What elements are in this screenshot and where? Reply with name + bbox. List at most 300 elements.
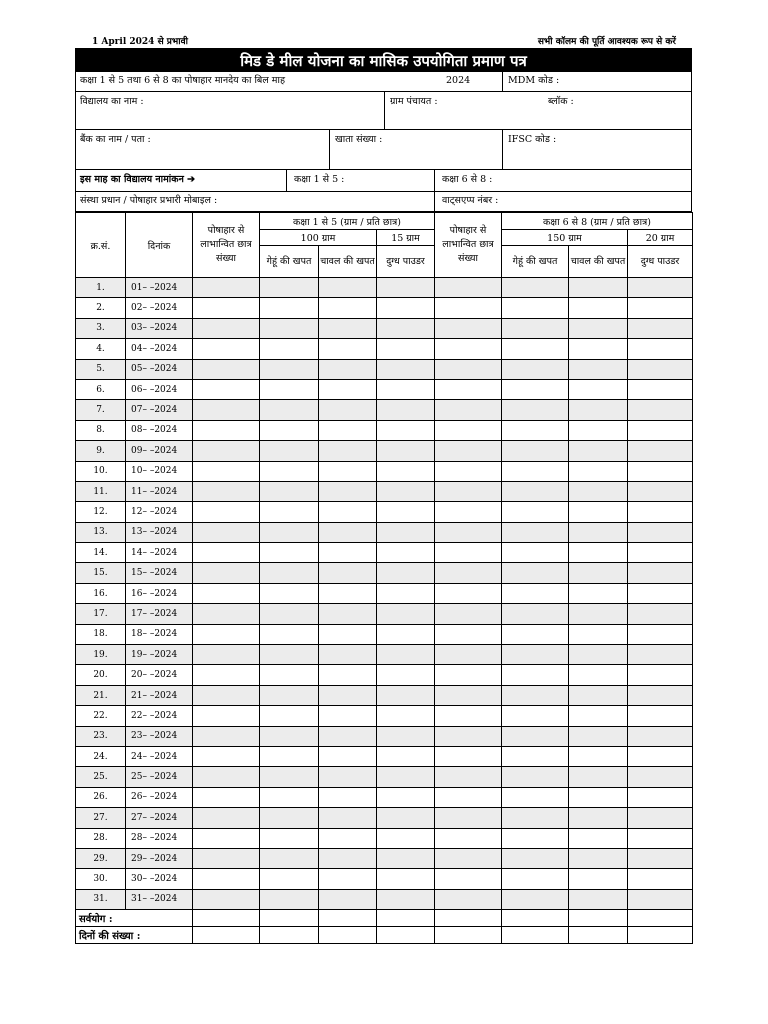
entry-cell[interactable]: [628, 278, 693, 298]
entry-cell[interactable]: [569, 481, 628, 501]
entry-cell[interactable]: [319, 461, 377, 481]
entry-cell[interactable]: [569, 787, 628, 807]
entry-cell[interactable]: [319, 828, 377, 848]
entry-cell[interactable]: [569, 889, 628, 909]
entry-cell[interactable]: [319, 441, 377, 461]
entry-cell[interactable]: [377, 543, 435, 563]
entry-cell[interactable]: [260, 522, 319, 542]
entry-cell[interactable]: [502, 746, 569, 766]
entry-cell[interactable]: [569, 420, 628, 440]
entry-cell[interactable]: [435, 848, 502, 868]
entry-cell[interactable]: [193, 889, 260, 909]
entry-cell[interactable]: [377, 604, 435, 624]
entry-cell[interactable]: [319, 400, 377, 420]
entry-cell[interactable]: [319, 645, 377, 665]
entry-cell[interactable]: [435, 889, 502, 909]
entry-cell[interactable]: [193, 787, 260, 807]
block-field[interactable]: ब्लॉक :: [548, 96, 574, 107]
entry-cell[interactable]: [569, 563, 628, 583]
entry-cell[interactable]: [193, 298, 260, 318]
entry-cell[interactable]: [260, 828, 319, 848]
entry-cell[interactable]: [569, 441, 628, 461]
entry-cell[interactable]: [435, 461, 502, 481]
entry-cell[interactable]: [569, 726, 628, 746]
entry-cell[interactable]: [435, 583, 502, 603]
entry-cell[interactable]: [319, 767, 377, 787]
entry-cell[interactable]: [319, 848, 377, 868]
entry-cell[interactable]: [569, 848, 628, 868]
entry-cell[interactable]: [628, 767, 693, 787]
entry-cell[interactable]: [502, 502, 569, 522]
day-rows: [76, 278, 693, 910]
entry-cell[interactable]: [260, 359, 319, 379]
entry-cell[interactable]: [260, 665, 319, 685]
entry-cell[interactable]: [319, 808, 377, 828]
days-cell[interactable]: [377, 927, 435, 944]
entry-cell[interactable]: [628, 645, 693, 665]
entry-cell[interactable]: [435, 400, 502, 420]
entry-cell[interactable]: [435, 339, 502, 359]
total-cell[interactable]: [502, 910, 569, 927]
entry-cell[interactable]: [319, 685, 377, 705]
entry-cell[interactable]: [435, 278, 502, 298]
entry-cell[interactable]: [377, 583, 435, 603]
table-row: [76, 379, 693, 399]
entry-cell[interactable]: [260, 278, 319, 298]
entry-cell[interactable]: [377, 461, 435, 481]
entry-cell[interactable]: [260, 624, 319, 644]
entry-cell[interactable]: [628, 787, 693, 807]
entry-cell[interactable]: [569, 706, 628, 726]
bank-field[interactable]: बैंक का नाम / पता :: [80, 134, 151, 145]
entry-cell[interactable]: [260, 379, 319, 399]
table-row: [76, 461, 693, 481]
entry-cell[interactable]: [377, 645, 435, 665]
entry-cell[interactable]: [260, 746, 319, 766]
entry-cell[interactable]: [569, 808, 628, 828]
entry-cell[interactable]: [319, 481, 377, 501]
days-cell[interactable]: [435, 927, 502, 944]
row-date: 20– –2024: [126, 665, 193, 685]
entry-cell[interactable]: [435, 665, 502, 685]
account-number-field[interactable]: खाता संख्या :: [335, 134, 383, 145]
entry-cell[interactable]: [435, 318, 502, 338]
entry-cell[interactable]: [193, 441, 260, 461]
entry-cell[interactable]: [435, 787, 502, 807]
entry-cell[interactable]: [628, 808, 693, 828]
row-date: 12– –2024: [126, 502, 193, 522]
entry-cell[interactable]: [193, 502, 260, 522]
entry-cell[interactable]: [569, 543, 628, 563]
entry-cell[interactable]: [628, 726, 693, 746]
entry-cell[interactable]: [260, 726, 319, 746]
entry-cell[interactable]: [435, 808, 502, 828]
entry-cell[interactable]: [628, 624, 693, 644]
entry-cell[interactable]: [377, 624, 435, 644]
entry-cell[interactable]: [260, 848, 319, 868]
class-1-5-enrollment-field[interactable]: कक्षा 1 से 5 :: [294, 174, 345, 185]
school-name-field[interactable]: विद्यालय का नाम :: [80, 96, 144, 107]
entry-cell[interactable]: [569, 604, 628, 624]
entry-cell[interactable]: [502, 318, 569, 338]
entry-cell[interactable]: [260, 298, 319, 318]
entry-cell[interactable]: [377, 726, 435, 746]
entry-cell[interactable]: [260, 563, 319, 583]
entry-cell[interactable]: [377, 889, 435, 909]
entry-cell[interactable]: [319, 624, 377, 644]
entry-cell[interactable]: [435, 359, 502, 379]
days-cell[interactable]: [502, 927, 569, 944]
entry-cell[interactable]: [628, 828, 693, 848]
entry-cell[interactable]: [628, 522, 693, 542]
entry-cell[interactable]: [628, 848, 693, 868]
entry-cell[interactable]: [260, 481, 319, 501]
entry-cell[interactable]: [435, 379, 502, 399]
ifsc-field[interactable]: IFSC कोड :: [508, 134, 557, 145]
entry-cell[interactable]: [435, 441, 502, 461]
entry-cell[interactable]: [260, 441, 319, 461]
row-date: 01– –2024: [126, 278, 193, 298]
entry-cell[interactable]: [628, 298, 693, 318]
entry-cell[interactable]: [435, 543, 502, 563]
entry-cell[interactable]: [319, 298, 377, 318]
entry-cell[interactable]: [569, 685, 628, 705]
entry-cell[interactable]: [377, 502, 435, 522]
entry-cell[interactable]: [569, 583, 628, 603]
entry-cell[interactable]: [569, 298, 628, 318]
entry-cell[interactable]: [628, 869, 693, 889]
entry-cell[interactable]: [435, 685, 502, 705]
entry-cell[interactable]: [377, 869, 435, 889]
entry-cell[interactable]: [260, 583, 319, 603]
entry-cell[interactable]: [260, 706, 319, 726]
entry-cell[interactable]: [377, 787, 435, 807]
entry-cell[interactable]: [193, 726, 260, 746]
group-1-5-milk-norm: 15 ग्राम: [377, 230, 435, 246]
entry-cell[interactable]: [628, 481, 693, 501]
days-cell[interactable]: [319, 927, 377, 944]
entry-cell[interactable]: [260, 461, 319, 481]
entry-cell[interactable]: [377, 298, 435, 318]
entry-cell[interactable]: [260, 318, 319, 338]
days-cell[interactable]: [193, 927, 260, 944]
entry-cell[interactable]: [377, 808, 435, 828]
entry-cell[interactable]: [569, 869, 628, 889]
entry-cell[interactable]: [628, 604, 693, 624]
entry-cell[interactable]: [260, 420, 319, 440]
entry-cell[interactable]: [193, 543, 260, 563]
entry-cell[interactable]: [502, 298, 569, 318]
entry-cell[interactable]: [435, 726, 502, 746]
entry-cell[interactable]: [502, 583, 569, 603]
entry-cell[interactable]: [435, 746, 502, 766]
entry-cell[interactable]: [502, 624, 569, 644]
entry-cell[interactable]: [260, 767, 319, 787]
entry-cell[interactable]: [569, 359, 628, 379]
entry-cell[interactable]: [260, 889, 319, 909]
entry-cell[interactable]: [377, 685, 435, 705]
entry-cell[interactable]: [377, 441, 435, 461]
entry-cell[interactable]: [377, 563, 435, 583]
row-serial: 9.: [76, 441, 126, 461]
entry-cell[interactable]: [319, 787, 377, 807]
entry-cell[interactable]: [569, 461, 628, 481]
entry-cell[interactable]: [193, 379, 260, 399]
entry-cell[interactable]: [319, 665, 377, 685]
entry-cell[interactable]: [193, 339, 260, 359]
total-cell[interactable]: [569, 910, 628, 927]
entry-cell[interactable]: [628, 583, 693, 603]
entry-cell[interactable]: [628, 339, 693, 359]
entry-cell[interactable]: [569, 665, 628, 685]
entry-cell[interactable]: [319, 278, 377, 298]
row-serial: 13.: [76, 522, 126, 542]
entry-cell[interactable]: [435, 767, 502, 787]
entry-cell[interactable]: [377, 379, 435, 399]
entry-cell[interactable]: [193, 278, 260, 298]
entry-cell[interactable]: [193, 645, 260, 665]
entry-cell[interactable]: [193, 563, 260, 583]
row-date: 16– –2024: [126, 583, 193, 603]
entry-cell[interactable]: [502, 665, 569, 685]
entry-cell[interactable]: [435, 645, 502, 665]
entry-cell[interactable]: [319, 726, 377, 746]
entry-cell[interactable]: [628, 461, 693, 481]
entry-cell[interactable]: [502, 400, 569, 420]
days-cell[interactable]: [260, 927, 319, 944]
entry-cell[interactable]: [319, 379, 377, 399]
entry-cell[interactable]: [260, 869, 319, 889]
entry-cell[interactable]: [502, 706, 569, 726]
entry-cell[interactable]: [569, 400, 628, 420]
entry-cell[interactable]: [569, 828, 628, 848]
table-row: [76, 400, 693, 420]
entry-cell[interactable]: [502, 869, 569, 889]
entry-cell[interactable]: [502, 808, 569, 828]
entry-cell[interactable]: [569, 318, 628, 338]
entry-cell[interactable]: [435, 563, 502, 583]
entry-cell[interactable]: [193, 461, 260, 481]
entry-cell[interactable]: [435, 502, 502, 522]
total-cell[interactable]: [628, 910, 693, 927]
entry-cell[interactable]: [628, 318, 693, 338]
entry-cell[interactable]: [502, 726, 569, 746]
entry-cell[interactable]: [260, 339, 319, 359]
entry-cell[interactable]: [377, 767, 435, 787]
entry-cell[interactable]: [628, 420, 693, 440]
entry-cell[interactable]: [193, 481, 260, 501]
entry-cell[interactable]: [377, 665, 435, 685]
entry-cell[interactable]: [435, 481, 502, 501]
entry-cell[interactable]: [319, 522, 377, 542]
entry-cell[interactable]: [377, 828, 435, 848]
entry-cell[interactable]: [193, 828, 260, 848]
entry-cell[interactable]: [260, 787, 319, 807]
total-cell[interactable]: [377, 910, 435, 927]
entry-cell[interactable]: [502, 828, 569, 848]
entry-cell[interactable]: [502, 563, 569, 583]
entry-cell[interactable]: [502, 848, 569, 868]
entry-cell[interactable]: [502, 645, 569, 665]
entry-cell[interactable]: [569, 767, 628, 787]
entry-cell[interactable]: [569, 278, 628, 298]
entry-cell[interactable]: [193, 685, 260, 705]
entry-cell[interactable]: [193, 400, 260, 420]
row-date: 28– –2024: [126, 828, 193, 848]
days-cell[interactable]: [628, 927, 693, 944]
entry-cell[interactable]: [377, 278, 435, 298]
entry-cell[interactable]: [377, 848, 435, 868]
entry-cell[interactable]: [319, 543, 377, 563]
entry-cell[interactable]: [628, 400, 693, 420]
entry-cell[interactable]: [502, 420, 569, 440]
entry-cell[interactable]: [502, 767, 569, 787]
entry-cell[interactable]: [193, 318, 260, 338]
entry-cell[interactable]: [260, 604, 319, 624]
entry-cell[interactable]: [628, 685, 693, 705]
entry-cell[interactable]: [502, 522, 569, 542]
entry-cell[interactable]: [377, 400, 435, 420]
entry-cell[interactable]: [502, 441, 569, 461]
entry-cell[interactable]: [569, 502, 628, 522]
entry-cell[interactable]: [260, 808, 319, 828]
entry-cell[interactable]: [502, 278, 569, 298]
entry-cell[interactable]: [260, 645, 319, 665]
daily-consumption-table: [75, 212, 693, 944]
entry-cell[interactable]: [569, 522, 628, 542]
row-serial: 27.: [76, 808, 126, 828]
entry-cell[interactable]: [502, 379, 569, 399]
entry-cell[interactable]: [319, 889, 377, 909]
entry-cell[interactable]: [319, 318, 377, 338]
entry-cell[interactable]: [628, 746, 693, 766]
entry-cell[interactable]: [377, 318, 435, 338]
table-row: [76, 787, 693, 807]
entry-cell[interactable]: [502, 543, 569, 563]
entry-cell[interactable]: [193, 624, 260, 644]
entry-cell[interactable]: [319, 604, 377, 624]
entry-cell[interactable]: [628, 379, 693, 399]
entry-cell[interactable]: [193, 522, 260, 542]
bank-row: [75, 130, 692, 170]
entry-cell[interactable]: [260, 502, 319, 522]
entry-cell[interactable]: [377, 481, 435, 501]
entry-cell[interactable]: [435, 420, 502, 440]
entry-cell[interactable]: [193, 706, 260, 726]
entry-cell[interactable]: [628, 665, 693, 685]
entry-cell[interactable]: [193, 359, 260, 379]
entry-cell[interactable]: [435, 828, 502, 848]
entry-cell[interactable]: [569, 339, 628, 359]
entry-cell[interactable]: [435, 706, 502, 726]
head-mobile-field[interactable]: संस्था प्रधान / पोषाहार प्रभारी मोबाइल :: [80, 195, 218, 206]
total-cell[interactable]: [260, 910, 319, 927]
entry-cell[interactable]: [569, 746, 628, 766]
entry-cell[interactable]: [628, 359, 693, 379]
entry-cell[interactable]: [435, 624, 502, 644]
entry-cell[interactable]: [377, 339, 435, 359]
entry-cell[interactable]: [569, 379, 628, 399]
total-cell[interactable]: [193, 910, 260, 927]
entry-cell[interactable]: [319, 746, 377, 766]
entry-cell[interactable]: [260, 543, 319, 563]
row-date: 21– –2024: [126, 685, 193, 705]
gram-panchayat-field[interactable]: ग्राम पंचायत :: [390, 96, 438, 107]
entry-cell[interactable]: [319, 563, 377, 583]
total-cell[interactable]: [319, 910, 377, 927]
entry-cell[interactable]: [628, 889, 693, 909]
entry-cell[interactable]: [435, 604, 502, 624]
entry-cell[interactable]: [319, 502, 377, 522]
entry-cell[interactable]: [193, 808, 260, 828]
entry-cell[interactable]: [502, 787, 569, 807]
mdm-code-field[interactable]: MDM कोड :: [508, 75, 560, 86]
entry-cell[interactable]: [319, 420, 377, 440]
total-cell[interactable]: [435, 910, 502, 927]
entry-cell[interactable]: [377, 359, 435, 379]
entry-cell[interactable]: [628, 543, 693, 563]
entry-cell[interactable]: [377, 522, 435, 542]
entry-cell[interactable]: [435, 298, 502, 318]
row-serial: 5.: [76, 359, 126, 379]
entry-cell[interactable]: [193, 746, 260, 766]
row-date: 17– –2024: [126, 604, 193, 624]
entry-cell[interactable]: [569, 645, 628, 665]
row-date: 02– –2024: [126, 298, 193, 318]
entry-cell[interactable]: [193, 420, 260, 440]
row-date: 04– –2024: [126, 339, 193, 359]
entry-cell[interactable]: [193, 665, 260, 685]
entry-cell[interactable]: [435, 522, 502, 542]
entry-cell[interactable]: [319, 706, 377, 726]
entry-cell[interactable]: [628, 706, 693, 726]
entry-cell[interactable]: [502, 481, 569, 501]
entry-cell[interactable]: [502, 604, 569, 624]
entry-cell[interactable]: [502, 889, 569, 909]
entry-cell[interactable]: [628, 502, 693, 522]
entry-cell[interactable]: [319, 583, 377, 603]
entry-cell[interactable]: [319, 359, 377, 379]
entry-cell[interactable]: [628, 441, 693, 461]
entry-cell[interactable]: [502, 339, 569, 359]
entry-cell[interactable]: [435, 869, 502, 889]
table-row: [76, 522, 693, 542]
entry-cell[interactable]: [377, 420, 435, 440]
entry-cell[interactable]: [193, 583, 260, 603]
whatsapp-field[interactable]: वाट्सएप्प नंबर :: [442, 195, 499, 206]
entry-cell[interactable]: [319, 869, 377, 889]
entry-cell[interactable]: [377, 746, 435, 766]
entry-cell[interactable]: [502, 359, 569, 379]
year-field[interactable]: 2024: [446, 75, 471, 86]
entry-cell[interactable]: [193, 767, 260, 787]
entry-cell[interactable]: [502, 461, 569, 481]
days-cell[interactable]: [569, 927, 628, 944]
entry-cell[interactable]: [377, 706, 435, 726]
table-row: [76, 502, 693, 522]
entry-cell[interactable]: [193, 869, 260, 889]
entry-cell[interactable]: [319, 339, 377, 359]
entry-cell[interactable]: [193, 848, 260, 868]
entry-cell[interactable]: [193, 604, 260, 624]
row-serial: 4.: [76, 339, 126, 359]
class-6-8-enrollment-field[interactable]: कक्षा 6 से 8 :: [442, 174, 493, 185]
entry-cell[interactable]: [260, 685, 319, 705]
entry-cell[interactable]: [628, 563, 693, 583]
entry-cell[interactable]: [260, 400, 319, 420]
entry-cell[interactable]: [569, 624, 628, 644]
entry-cell[interactable]: [502, 685, 569, 705]
